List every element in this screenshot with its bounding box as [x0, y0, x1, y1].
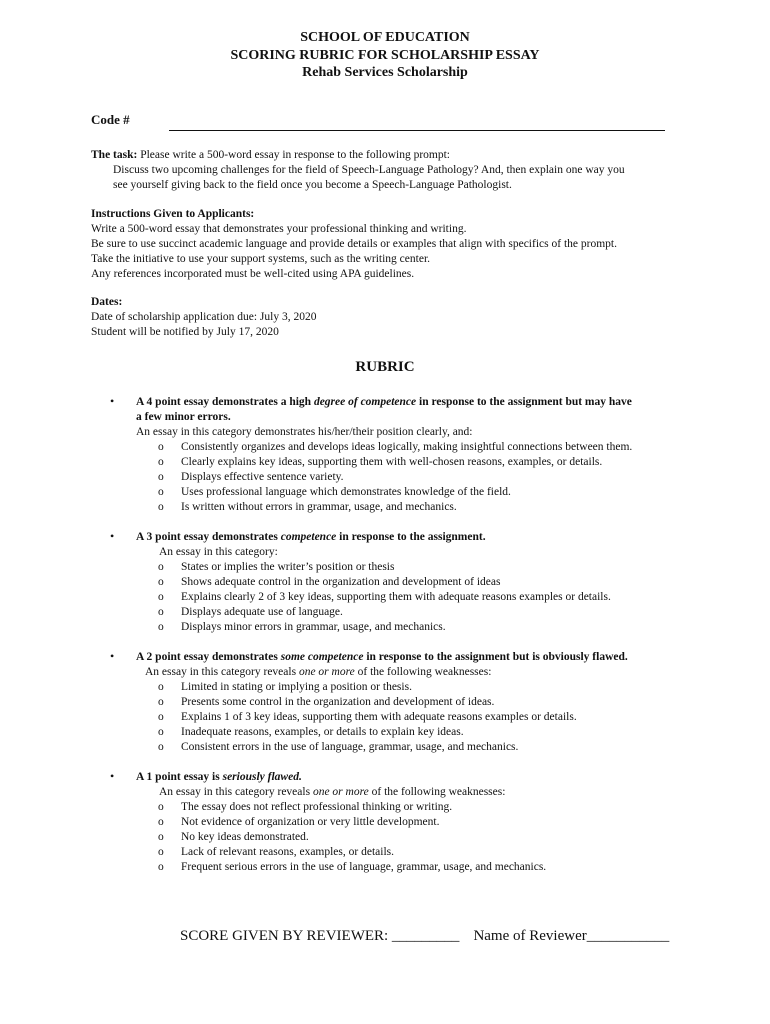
section-headline: A 4 point essay demonstrates a high degree of competence in response to the assignment but may have — [136, 396, 632, 408]
instructions-label: Instructions Given to Applicants: — [91, 208, 255, 220]
list-item: o Not evidence of organization or very little development. — [158, 816, 440, 828]
rubric-section-4 — [110, 395, 690, 515]
list-item: o Limited in stating or implying a position or thesis. — [158, 681, 412, 693]
weakness-list — [110, 800, 690, 875]
list-item: o Displays effective sentence variety. — [158, 471, 344, 483]
list-item: o Displays minor errors in grammar, usage, and mechanics. — [158, 621, 446, 633]
list-item: o Lack of relevant reasons, examples, or details. — [158, 846, 394, 858]
list-item: o States or implies the writer’s position or thesis — [158, 561, 395, 573]
list-item: o Explains 1 of 3 key ideas, supporting them with adequate reasons examples or details. — [158, 711, 577, 723]
school-title: SCHOOL OF EDUCATION — [300, 30, 470, 45]
instruction-line: Write a 500-word essay that demonstrates your professional thinking and writing. — [91, 223, 467, 235]
rubric-section-3 — [110, 530, 690, 635]
rubric-heading: RUBRIC — [355, 359, 415, 375]
document-header — [0, 29, 770, 82]
task-label: The task: — [91, 149, 138, 161]
section-headline: A 1 point essay is seriously flawed. — [136, 771, 302, 783]
rubric-section-1 — [110, 770, 690, 875]
bullet-icon: • — [110, 649, 115, 663]
due-date-line: Date of scholarship application due: July 3, 2020 — [91, 311, 317, 323]
list-item: o Uses professional language which demonstrates knowledge of the field. — [158, 486, 511, 498]
prompt-line-1: Discuss two upcoming challenges for the field of Speech-Language Pathology? And, then explain one way you — [113, 164, 625, 176]
list-item: o No key ideas demonstrated. — [158, 831, 309, 843]
list-item: o Displays adequate use of language. — [158, 606, 343, 618]
list-item: o Explains clearly 2 of 3 key ideas, supporting them with adequate reasons examples or details. — [158, 591, 611, 603]
dates-block — [91, 295, 316, 340]
list-item: o The essay does not reflect professional thinking or writing. — [158, 801, 453, 813]
list-item: o Consistent errors in the use of language, grammar, usage, and mechanics. — [158, 741, 519, 753]
bullet-icon: • — [110, 394, 115, 408]
instruction-line: Be sure to use succinct academic language and provide details or examples that align with specifics of the prompt. — [91, 238, 617, 250]
criteria-list — [110, 440, 690, 515]
task-text: Please write a 500-word essay in response to the following prompt: — [140, 149, 451, 161]
scholarship-name: Rehab Services Scholarship — [302, 65, 468, 80]
code-blank-line — [169, 130, 665, 131]
bullet-icon: • — [110, 529, 115, 543]
section-intro: An essay in this category reveals one or more of the following weaknesses: — [159, 786, 506, 798]
notify-date-line: Student will be notified by July 17, 2020 — [91, 326, 279, 338]
list-item: o Shows adequate control in the organization and development of ideas — [158, 576, 501, 588]
section-headline-line2: a few minor errors. — [136, 411, 231, 423]
instructions-block — [91, 207, 617, 282]
rubric-doc-title: SCORING RUBRIC FOR SCHOLARSHIP ESSAY — [230, 47, 540, 63]
prompt-line-2: see yourself giving back to the field once you become a Speech-Language Pathologist. — [113, 179, 512, 191]
reviewer-name-field: Name of Reviewer___________ — [473, 928, 670, 944]
section-intro: An essay in this category reveals one or more of the following weaknesses: — [145, 666, 492, 678]
task-block — [91, 148, 625, 193]
list-item: o Is written without errors in grammar, usage, and mechanics. — [158, 501, 457, 513]
section-headline: A 2 point essay demonstrates some competence in response to the assignment but is obviously flawed. — [136, 651, 628, 663]
code-label: Code # — [91, 112, 130, 127]
rubric-section-2 — [110, 650, 690, 755]
list-item: o Frequent serious errors in the use of language, grammar, usage, and mechanics. — [158, 861, 547, 873]
list-item: o Consistently organizes and develops ideas logically, making insightful connections between them. — [158, 441, 633, 453]
dates-label: Dates: — [91, 296, 123, 308]
instruction-line: Any references incorporated must be well-cited using APA guidelines. — [91, 268, 415, 280]
bullet-icon: • — [110, 769, 115, 783]
weakness-list — [110, 680, 690, 755]
reviewer-footer — [180, 928, 669, 945]
section-headline: A 3 point essay demonstrates competence in response to the assignment. — [136, 531, 486, 543]
instruction-line: Take the initiative to use your support systems, such as the writing center. — [91, 253, 431, 265]
section-intro: An essay in this category demonstrates his/her/their position clearly, and: — [136, 426, 473, 438]
score-field: SCORE GIVEN BY REVIEWER: _________ — [180, 928, 460, 944]
list-item: o Inadequate reasons, examples, or details to explain key ideas. — [158, 726, 464, 738]
list-item: o Clearly explains key ideas, supporting them with well-chosen reasons, examples, or details. — [158, 456, 603, 468]
list-item: o Presents some control in the organization and development of ideas. — [158, 696, 495, 708]
criteria-list — [110, 560, 690, 635]
section-intro: An essay in this category: — [159, 546, 278, 558]
